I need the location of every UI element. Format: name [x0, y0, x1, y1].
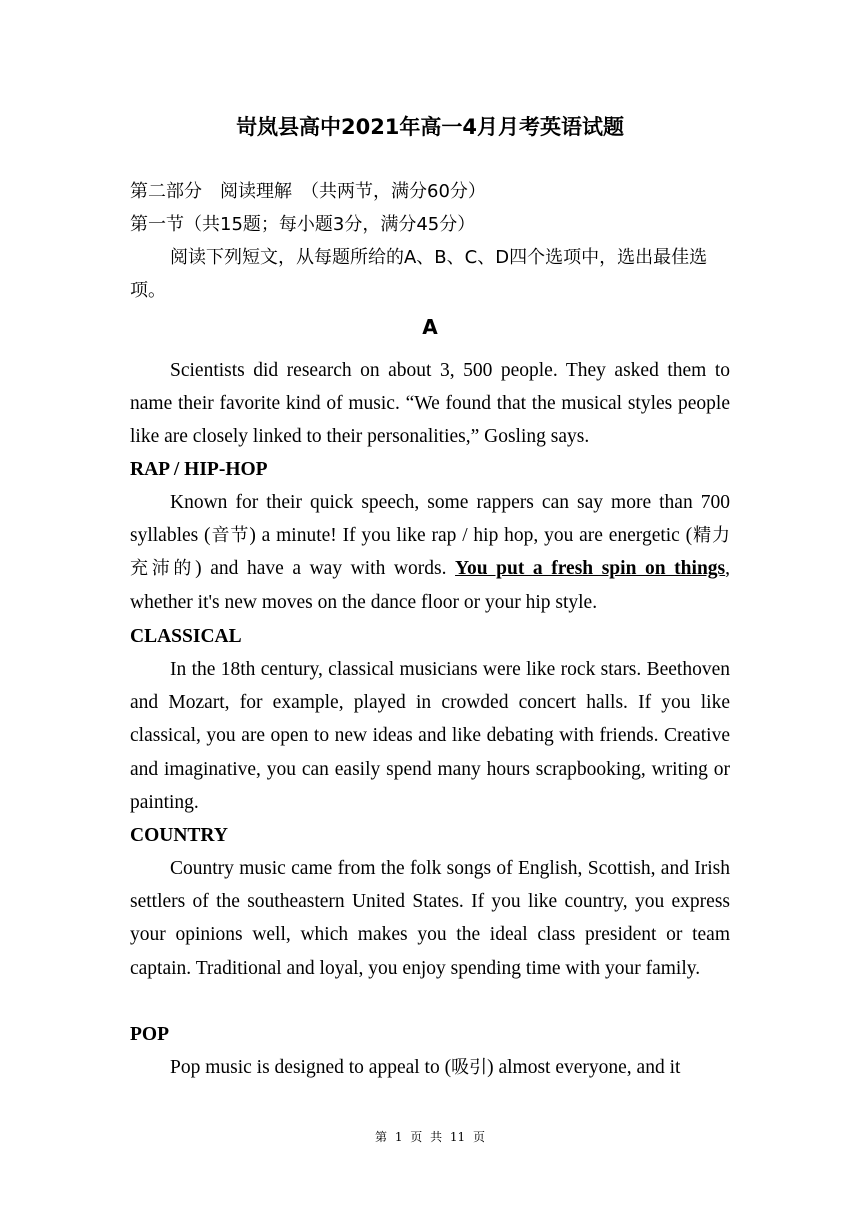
- classical-paragraph: In the 18th century, classical musicians were like rock stars. Beethoven and Mozart, for example, played in crowded concert halls. If you like classical, you are open to new ideas and like debating with friends. Creative and imaginative, you can easily spend many hours scrapbooking, writing or painting.: [130, 659, 730, 813]
- rap-gloss-energetic: 精力充沛的: [130, 525, 731, 580]
- rap-text-d: , whether it's new moves on the dance floor or your hip style.: [130, 558, 730, 613]
- instruction-text: 阅读下列短文，从每题所给的A、B、C、D四个选项中，选出最佳选项。: [130, 247, 708, 301]
- rap-text-b: ) a minute! If you like rap / hip hop, you are energetic (: [249, 525, 693, 547]
- country-paragraph: Country music came from the folk songs of English, Scottish, and Irish settlers of the southeastern United States. If you like country, you express your opinions well, which makes you the ideal class president or team captain. Traditional and loyal, you enjoy spending time with your family.: [130, 858, 730, 979]
- section-heading: 第一节（共15题；每小题3分，满分45分）: [130, 214, 476, 235]
- pop-text-a: Pop music is designed to appeal to (: [170, 1057, 452, 1078]
- heading-rap: RAP / HIP-HOP: [130, 459, 268, 480]
- rap-paragraph: [130, 486, 730, 619]
- heading-country: COUNTRY: [130, 825, 228, 846]
- heading-classical: CLASSICAL: [130, 626, 242, 647]
- pop-paragraph: [130, 1051, 730, 1084]
- rap-text-a: Known for their quick speech, some rappers can say more than 700 syllables (: [130, 492, 730, 547]
- page-footer: 第 1 页 共 11 页: [375, 1130, 485, 1144]
- pop-text-b: ) almost everyone, and it: [487, 1057, 681, 1078]
- passage-label: A: [422, 315, 438, 339]
- heading-pop: POP: [130, 1024, 169, 1045]
- underlined-phrase: You put a fresh spin on things: [455, 558, 726, 580]
- intro-paragraph: Scientists did research on about 3, 500 people. They asked them to name their favorite kind of music. “We found that the musical styles people like are closely linked to their personalities,” Gosling says.: [130, 360, 730, 448]
- rap-gloss-syllables: 音节: [210, 525, 250, 547]
- rap-text-c: ) and have a way with words.: [195, 558, 456, 580]
- pop-gloss-appeal: 吸引: [451, 1057, 488, 1078]
- part-heading: 第二部分 阅读理解 （共两节，满分60分）: [130, 181, 486, 202]
- exam-title: 岢岚县高中2021年高一4月月考英语试题: [235, 115, 625, 139]
